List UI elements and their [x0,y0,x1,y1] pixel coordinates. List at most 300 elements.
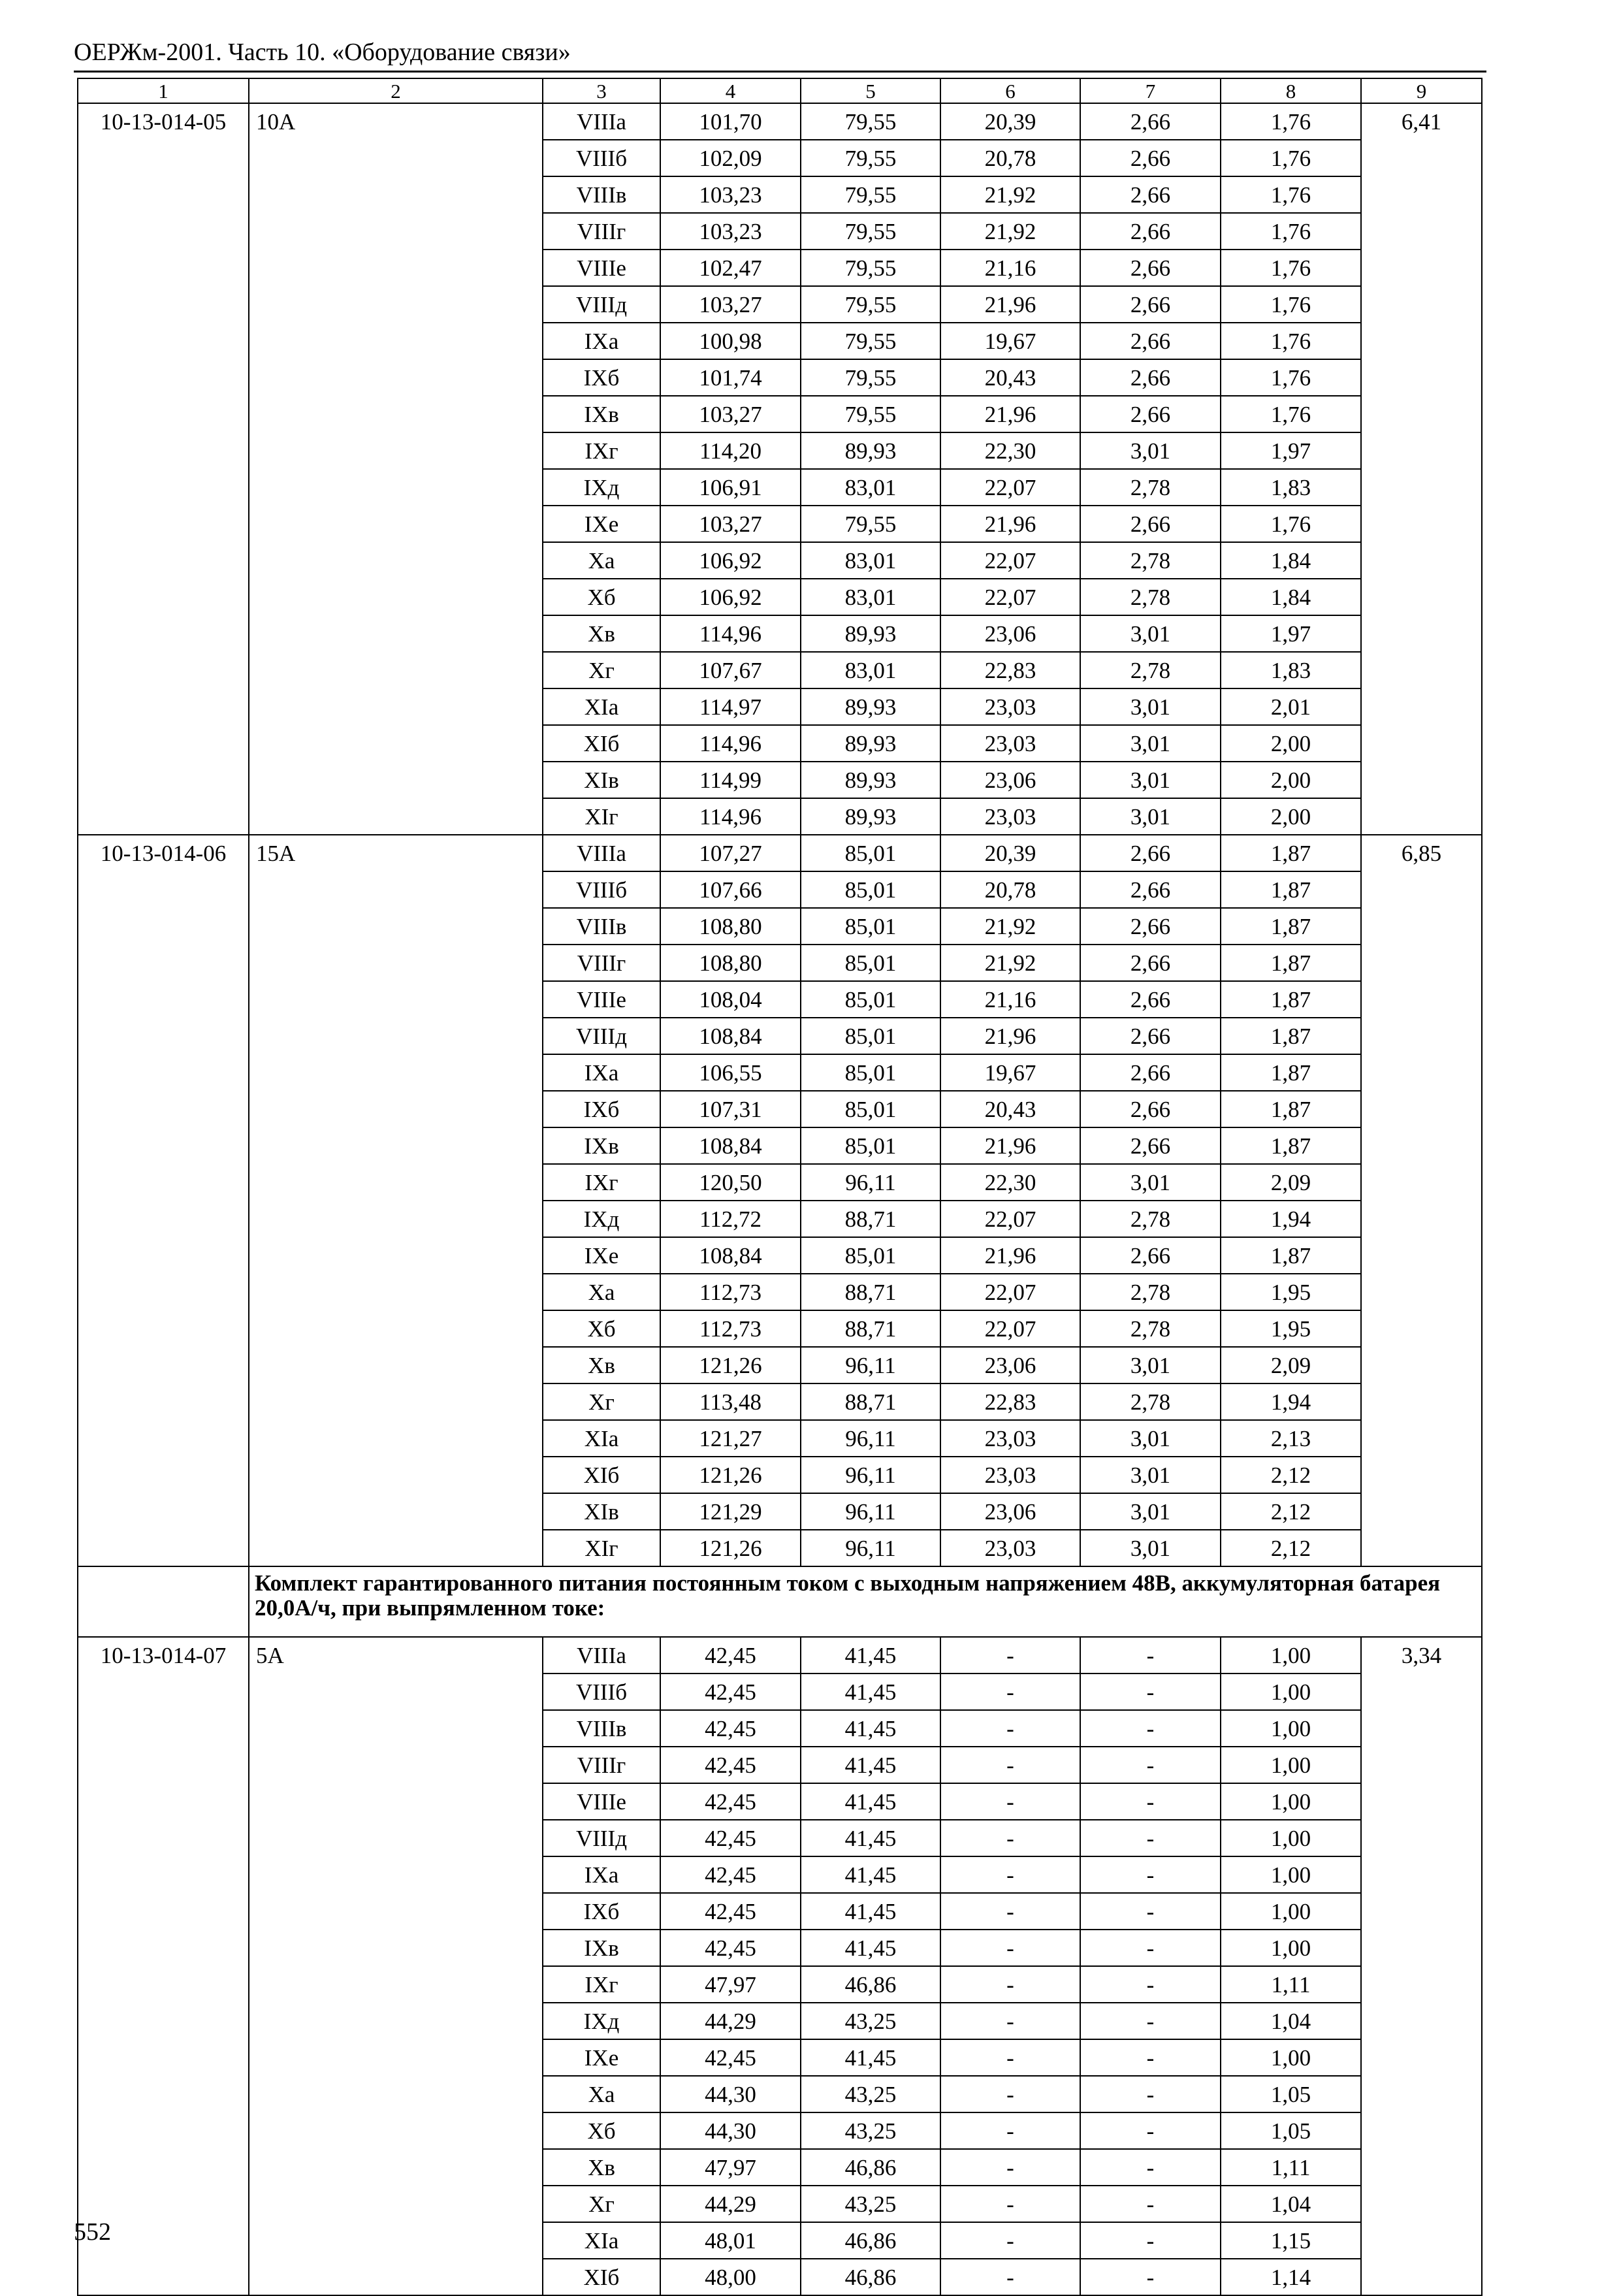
col4-cell: 108,04 [660,981,801,1018]
col5-cell: 46,86 [801,1966,940,2003]
col7-cell: 2,66 [1080,506,1221,542]
zone-cell: XIб [543,2259,660,2295]
col8-cell: 1,87 [1221,945,1361,981]
page-header-title: ОЕРЖм-2001. Часть 10. «Оборудование связи» [74,39,571,66]
col4-cell: 106,91 [660,469,801,506]
col8-cell: 1,04 [1221,2186,1361,2222]
col6-cell: - [940,2259,1080,2295]
col7-cell: 3,01 [1080,1164,1221,1201]
col4-cell: 103,27 [660,506,801,542]
col4-cell: 107,27 [660,835,801,871]
zone-cell: VIIIе [543,1783,660,1820]
col8-cell: 1,87 [1221,871,1361,908]
column-number: 9 [1361,78,1482,103]
col7-cell: 2,66 [1080,103,1221,140]
col4-cell: 108,84 [660,1018,801,1054]
col4-cell: 102,09 [660,140,801,176]
col4-cell: 101,70 [660,103,801,140]
col8-cell: 1,00 [1221,1930,1361,1966]
col7-cell: 3,01 [1080,725,1221,762]
col8-cell: 1,76 [1221,359,1361,396]
col4-cell: 120,50 [660,1164,801,1201]
col5-cell: 83,01 [801,579,940,615]
col5-cell: 79,55 [801,176,940,213]
col4-cell: 47,97 [660,1966,801,2003]
col7-cell: 2,66 [1080,1091,1221,1127]
col8-cell: 1,87 [1221,1127,1361,1164]
col7-cell: - [1080,1930,1221,1966]
col4-cell: 42,45 [660,1747,801,1783]
col6-cell: 19,67 [940,1054,1080,1091]
col4-cell: 121,29 [660,1493,801,1530]
col5-cell: 89,93 [801,762,940,798]
col7-cell: 2,66 [1080,140,1221,176]
col6-cell: - [940,1856,1080,1893]
col4-cell: 48,01 [660,2222,801,2259]
zone-cell: IXг [543,1966,660,2003]
col4-cell: 107,66 [660,871,801,908]
col8-cell: 1,00 [1221,2039,1361,2076]
zone-cell: Xб [543,579,660,615]
page-number: 552 [74,2218,111,2246]
col6-cell: - [940,2186,1080,2222]
col5-cell: 43,25 [801,2003,940,2039]
col5-cell: 89,93 [801,688,940,725]
col4-cell: 107,31 [660,1091,801,1127]
col4-cell: 121,27 [660,1420,801,1457]
col8-cell: 1,83 [1221,469,1361,506]
col4-cell: 47,97 [660,2149,801,2186]
zone-cell: Xб [543,2112,660,2149]
col7-cell: 3,01 [1080,1530,1221,1566]
col4-cell: 108,84 [660,1237,801,1274]
col5-cell: 79,55 [801,359,940,396]
col5-cell: 46,86 [801,2259,940,2295]
col6-cell: - [940,2003,1080,2039]
col8-cell: 1,87 [1221,1237,1361,1274]
col6-cell: 23,06 [940,762,1080,798]
col7-cell: - [1080,1820,1221,1856]
zone-cell: XIб [543,1457,660,1493]
col4-cell: 103,27 [660,396,801,432]
col6-cell: - [940,1747,1080,1783]
col8-cell: 2,09 [1221,1347,1361,1383]
col8-cell: 1,76 [1221,506,1361,542]
col5-cell: 96,11 [801,1164,940,1201]
col6-cell: - [940,1820,1080,1856]
column-number: 1 [78,78,249,103]
col5-cell: 96,11 [801,1347,940,1383]
col5-cell: 43,25 [801,2076,940,2112]
col5-cell: 85,01 [801,1018,940,1054]
col5-cell: 96,11 [801,1420,940,1457]
col8-cell: 1,11 [1221,1966,1361,2003]
col5-cell: 41,45 [801,1637,940,1673]
col6-cell: 22,30 [940,432,1080,469]
col8-cell: 1,76 [1221,250,1361,286]
zone-cell: Xв [543,1347,660,1383]
zone-cell: XIв [543,1493,660,1530]
column-number: 2 [249,78,543,103]
col6-cell: - [940,1930,1080,1966]
col5-cell: 41,45 [801,1930,940,1966]
zone-cell: IXб [543,1091,660,1127]
zone-cell: IXв [543,1930,660,1966]
col7-cell: - [1080,2076,1221,2112]
col7-cell: 2,66 [1080,908,1221,945]
col8-cell: 1,87 [1221,908,1361,945]
col6-cell: 20,39 [940,835,1080,871]
col8-cell: 1,87 [1221,1091,1361,1127]
col7-cell: 2,66 [1080,250,1221,286]
col4-cell: 44,30 [660,2076,801,2112]
col8-cell: 2,12 [1221,1530,1361,1566]
zone-cell: IXг [543,432,660,469]
rate-total: 6,85 [1361,835,1482,1566]
zone-cell: XIг [543,798,660,835]
col5-cell: 79,55 [801,323,940,359]
col5-cell: 88,71 [801,1274,940,1310]
col6-cell: 21,16 [940,250,1080,286]
zone-cell: Xа [543,542,660,579]
col4-cell: 44,29 [660,2003,801,2039]
col5-cell: 41,45 [801,1820,940,1856]
col6-cell: - [940,2222,1080,2259]
col6-cell: 22,30 [940,1164,1080,1201]
col8-cell: 1,00 [1221,1893,1361,1930]
col7-cell: 2,66 [1080,945,1221,981]
col6-cell: 23,03 [940,1457,1080,1493]
col6-cell: 23,06 [940,1347,1080,1383]
col4-cell: 113,48 [660,1383,801,1420]
col5-cell: 85,01 [801,1091,940,1127]
zone-cell: VIIIв [543,908,660,945]
col5-cell: 43,25 [801,2186,940,2222]
col8-cell: 2,01 [1221,688,1361,725]
col4-cell: 100,98 [660,323,801,359]
col7-cell: 2,66 [1080,396,1221,432]
section-blank-cell [78,1566,249,1637]
zone-cell: IXв [543,396,660,432]
col5-cell: 79,55 [801,213,940,250]
col7-cell: - [1080,1856,1221,1893]
col8-cell: 1,87 [1221,1054,1361,1091]
col5-cell: 46,86 [801,2222,940,2259]
col5-cell: 85,01 [801,871,940,908]
col7-cell: 2,66 [1080,286,1221,323]
col4-cell: 103,27 [660,286,801,323]
col8-cell: 1,11 [1221,2149,1361,2186]
col8-cell: 1,00 [1221,1820,1361,1856]
rate-name: 5А [249,1637,543,2295]
col8-cell: 1,05 [1221,2112,1361,2149]
col5-cell: 79,55 [801,396,940,432]
zone-cell: VIIIд [543,1820,660,1856]
col4-cell: 106,92 [660,542,801,579]
section-title: Комплект гарантированного питания постоянным током с выходным напряжением 48В, аккумуляторная батарея 20,0А/ч, при выпрямленном токе: [249,1566,1482,1637]
col6-cell: 22,83 [940,652,1080,688]
col6-cell: 23,03 [940,1530,1080,1566]
zone-cell: VIIIе [543,250,660,286]
col7-cell: 2,78 [1080,1310,1221,1347]
col4-cell: 108,80 [660,908,801,945]
col7-cell: - [1080,2186,1221,2222]
col8-cell: 1,05 [1221,2076,1361,2112]
table-row [78,1637,1482,1673]
col8-cell: 2,12 [1221,1493,1361,1530]
zone-cell: VIIIа [543,835,660,871]
col8-cell: 1,00 [1221,1856,1361,1893]
col8-cell: 1,94 [1221,1383,1361,1420]
zone-cell: XIа [543,688,660,725]
column-number: 5 [801,78,940,103]
zone-cell: VIIIб [543,140,660,176]
col6-cell: 21,96 [940,1237,1080,1274]
col6-cell: 19,67 [940,323,1080,359]
col6-cell: 21,92 [940,908,1080,945]
rates-table [77,78,1483,2296]
col4-cell: 42,45 [660,1783,801,1820]
col5-cell: 41,45 [801,1710,940,1747]
col7-cell: - [1080,1893,1221,1930]
col5-cell: 88,71 [801,1310,940,1347]
zone-cell: XIг [543,1530,660,1566]
col7-cell: - [1080,1783,1221,1820]
col8-cell: 1,97 [1221,615,1361,652]
col4-cell: 42,45 [660,1637,801,1673]
col4-cell: 114,96 [660,725,801,762]
col7-cell: - [1080,2003,1221,2039]
col7-cell: 3,01 [1080,798,1221,835]
col4-cell: 114,97 [660,688,801,725]
col8-cell: 1,14 [1221,2259,1361,2295]
col8-cell: 1,76 [1221,213,1361,250]
header-rule [74,71,1486,73]
zone-cell: VIIIб [543,871,660,908]
col4-cell: 112,73 [660,1274,801,1310]
zone-cell: Xв [543,615,660,652]
col4-cell: 103,23 [660,213,801,250]
col5-cell: 41,45 [801,1747,940,1783]
col6-cell: 22,83 [940,1383,1080,1420]
col8-cell: 1,76 [1221,286,1361,323]
col4-cell: 42,45 [660,1710,801,1747]
zone-cell: IXа [543,323,660,359]
col8-cell: 1,95 [1221,1274,1361,1310]
zone-cell: VIIIг [543,213,660,250]
col7-cell: 2,66 [1080,981,1221,1018]
zone-cell: VIIIе [543,981,660,1018]
col5-cell: 88,71 [801,1383,940,1420]
col4-cell: 106,55 [660,1054,801,1091]
col7-cell: - [1080,1673,1221,1710]
col8-cell: 1,95 [1221,1310,1361,1347]
col6-cell: 21,92 [940,945,1080,981]
zone-cell: VIIIв [543,1710,660,1747]
col6-cell: 22,07 [940,1310,1080,1347]
zone-cell: VIIIд [543,286,660,323]
zone-cell: IXе [543,506,660,542]
rate-code: 10-13-014-06 [78,835,249,1566]
col8-cell: 1,87 [1221,1018,1361,1054]
col4-cell: 48,00 [660,2259,801,2295]
col6-cell: - [940,1637,1080,1673]
col4-cell: 42,45 [660,2039,801,2076]
col8-cell: 1,76 [1221,396,1361,432]
col8-cell: 1,94 [1221,1201,1361,1237]
col5-cell: 79,55 [801,103,940,140]
col4-cell: 114,96 [660,798,801,835]
col7-cell: 2,66 [1080,213,1221,250]
zone-cell: VIIIг [543,945,660,981]
col8-cell: 1,00 [1221,1783,1361,1820]
col6-cell: 22,07 [940,542,1080,579]
col6-cell: 21,96 [940,396,1080,432]
col7-cell: 2,66 [1080,1054,1221,1091]
col4-cell: 44,30 [660,2112,801,2149]
col7-cell: 3,01 [1080,1420,1221,1457]
col4-cell: 44,29 [660,2186,801,2222]
zone-cell: IXд [543,2003,660,2039]
zone-cell: IXд [543,1201,660,1237]
col5-cell: 85,01 [801,1127,940,1164]
col8-cell: 1,87 [1221,981,1361,1018]
col7-cell: 2,66 [1080,176,1221,213]
col5-cell: 89,93 [801,432,940,469]
col7-cell: - [1080,1747,1221,1783]
col8-cell: 1,84 [1221,542,1361,579]
col5-cell: 96,11 [801,1530,940,1566]
col7-cell: 2,66 [1080,871,1221,908]
col6-cell: 21,96 [940,1127,1080,1164]
col8-cell: 2,00 [1221,762,1361,798]
col5-cell: 83,01 [801,542,940,579]
col6-cell: 23,03 [940,1420,1080,1457]
col4-cell: 42,45 [660,1893,801,1930]
col5-cell: 79,55 [801,286,940,323]
rate-name: 10А [249,103,543,835]
col7-cell: 2,78 [1080,652,1221,688]
col6-cell: 23,03 [940,725,1080,762]
col6-cell: - [940,1893,1080,1930]
col6-cell: 21,96 [940,286,1080,323]
col6-cell: 23,06 [940,615,1080,652]
col5-cell: 41,45 [801,1783,940,1820]
col4-cell: 121,26 [660,1530,801,1566]
col4-cell: 42,45 [660,1856,801,1893]
column-number-row [78,78,1482,103]
col4-cell: 114,20 [660,432,801,469]
col5-cell: 41,45 [801,1673,940,1710]
col7-cell: 2,78 [1080,469,1221,506]
col8-cell: 1,97 [1221,432,1361,469]
col6-cell: 23,06 [940,1493,1080,1530]
col4-cell: 112,73 [660,1310,801,1347]
col6-cell: - [940,1966,1080,2003]
col8-cell: 2,12 [1221,1457,1361,1493]
col8-cell: 1,76 [1221,176,1361,213]
col8-cell: 1,00 [1221,1637,1361,1673]
zone-cell: Xа [543,1274,660,1310]
col4-cell: 42,45 [660,1930,801,1966]
col4-cell: 102,47 [660,250,801,286]
zone-cell: Xг [543,2186,660,2222]
zone-cell: VIIIв [543,176,660,213]
col7-cell: 3,01 [1080,762,1221,798]
col7-cell: 3,01 [1080,615,1221,652]
col4-cell: 42,45 [660,1673,801,1710]
zone-cell: IXб [543,1893,660,1930]
column-number: 6 [940,78,1080,103]
col6-cell: - [940,2149,1080,2186]
col6-cell: 22,07 [940,1274,1080,1310]
col4-cell: 112,72 [660,1201,801,1237]
col4-cell: 121,26 [660,1347,801,1383]
col8-cell: 1,87 [1221,835,1361,871]
zone-cell: XIб [543,725,660,762]
col6-cell: 21,16 [940,981,1080,1018]
col5-cell: 85,01 [801,1237,940,1274]
col7-cell: 2,66 [1080,1018,1221,1054]
col7-cell: 2,78 [1080,579,1221,615]
col8-cell: 1,76 [1221,140,1361,176]
col7-cell: - [1080,2039,1221,2076]
col6-cell: 20,43 [940,359,1080,396]
zone-cell: IXв [543,1127,660,1164]
col7-cell: 3,01 [1080,1493,1221,1530]
col6-cell: 22,07 [940,1201,1080,1237]
column-number: 3 [543,78,660,103]
column-number: 7 [1080,78,1221,103]
zone-cell: VIIIд [543,1018,660,1054]
col7-cell: 2,66 [1080,323,1221,359]
col8-cell: 2,00 [1221,725,1361,762]
col6-cell: 21,92 [940,213,1080,250]
col7-cell: - [1080,1637,1221,1673]
zone-cell: Xг [543,1383,660,1420]
col6-cell: 20,39 [940,103,1080,140]
zone-cell: IXд [543,469,660,506]
column-number: 8 [1221,78,1361,103]
zone-cell: VIIIг [543,1747,660,1783]
col4-cell: 108,80 [660,945,801,981]
zone-cell: XIа [543,2222,660,2259]
col5-cell: 89,93 [801,725,940,762]
col7-cell: - [1080,2222,1221,2259]
zone-cell: IXа [543,1856,660,1893]
col6-cell: 23,03 [940,688,1080,725]
col4-cell: 121,26 [660,1457,801,1493]
col7-cell: 2,78 [1080,542,1221,579]
col8-cell: 1,15 [1221,2222,1361,2259]
col6-cell: - [940,2076,1080,2112]
col4-cell: 108,84 [660,1127,801,1164]
col5-cell: 43,25 [801,2112,940,2149]
col5-cell: 85,01 [801,908,940,945]
rate-code: 10-13-014-05 [78,103,249,835]
col7-cell: 2,78 [1080,1274,1221,1310]
col7-cell: 2,66 [1080,1127,1221,1164]
zone-cell: XIа [543,1420,660,1457]
col6-cell: - [940,2112,1080,2149]
zone-cell: Xб [543,1310,660,1347]
col5-cell: 79,55 [801,140,940,176]
col7-cell: 2,66 [1080,835,1221,871]
rate-code: 10-13-014-07 [78,1637,249,2295]
zone-cell: VIIIа [543,1637,660,1673]
col5-cell: 46,86 [801,2149,940,2186]
col5-cell: 83,01 [801,652,940,688]
